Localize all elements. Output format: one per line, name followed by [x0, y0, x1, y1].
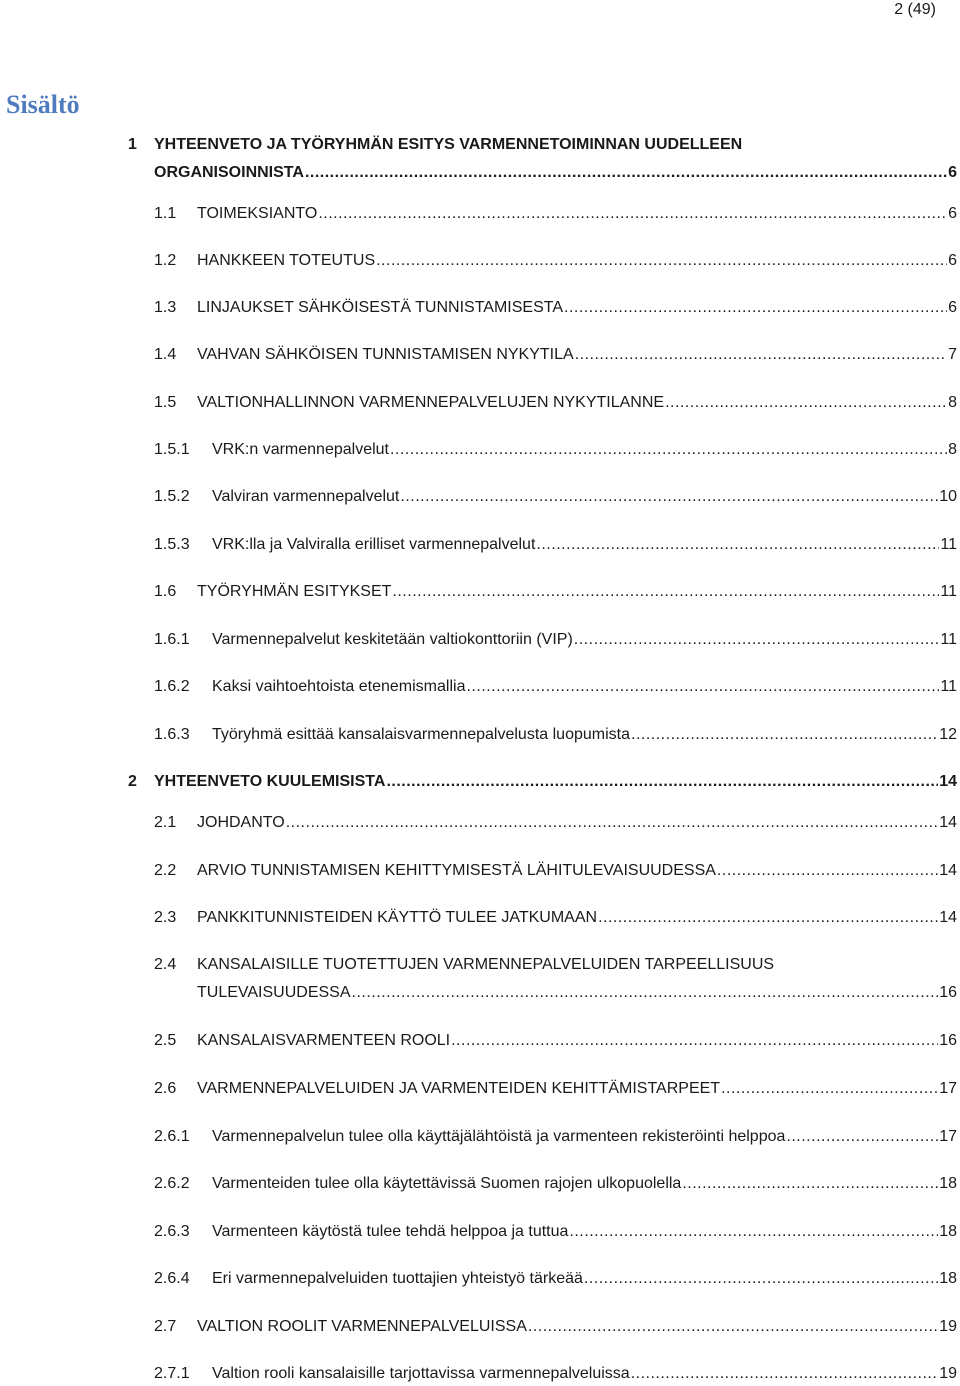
toc-entry-number: 2.6.3 [154, 1223, 190, 1240]
toc-entry[interactable] [0, 440, 957, 460]
toc-entry-label: KANSALAISVARMENTEEN ROOLI [197, 1032, 451, 1049]
toc-entry[interactable] [0, 1317, 957, 1337]
dot-leader [564, 298, 947, 318]
toc-entry[interactable] [0, 1174, 957, 1194]
dot-leader [466, 677, 939, 697]
toc-entry[interactable] [0, 677, 957, 697]
toc-entry[interactable] [0, 1127, 957, 1147]
toc-entry-label: Valviran varmennepalvelut [212, 488, 400, 505]
dot-leader [392, 582, 939, 602]
toc-entry-number: 2.6.4 [154, 1270, 190, 1287]
dot-leader [528, 1317, 938, 1337]
toc-entry-label: VALTIONHALLINNON VARMENNEPALVELUJEN NYKYTILANNE [197, 394, 665, 411]
toc-entry-label: Varmenteiden tulee olla käytettävissä Suomen rajojen ulkopuolella [212, 1175, 682, 1192]
toc-entry-page: 8 [948, 441, 957, 458]
toc-entry[interactable] [0, 955, 957, 1003]
toc-entry-label: VRK:lla ja Valviralla erilliset varmennepalvelut [212, 536, 536, 553]
toc-entry-label: TYÖRYHMÄN ESITYKSET [197, 583, 392, 600]
toc-entry-number: 1.6 [154, 583, 177, 600]
toc-entry-label: ORGANISOINNISTA [154, 164, 304, 181]
dot-leader [286, 813, 938, 833]
toc-entry[interactable] [0, 1079, 957, 1099]
toc-entry-page: 14 [939, 773, 957, 790]
toc-entry-label: HANKKEEN TOTEUTUS [197, 252, 376, 269]
dot-leader [305, 163, 947, 183]
toc-entry-label: VARMENNEPALVELUIDEN JA VARMENTEIDEN KEHITTÄMISTARPEET [197, 1080, 721, 1097]
toc-entry-label: Kaksi vaihtoehtoista etenemismallia [212, 678, 466, 695]
toc-entry-page: 19 [939, 1318, 957, 1335]
toc-entry-page: 17 [939, 1080, 957, 1097]
toc-entry-page: 12 [939, 726, 957, 743]
dot-leader [390, 440, 947, 460]
toc-entry-label: JOHDANTO [197, 814, 285, 831]
dot-leader [536, 535, 939, 555]
dot-leader [352, 983, 939, 1003]
toc-entry[interactable] [0, 1031, 957, 1051]
toc-entry[interactable] [0, 861, 957, 881]
toc-entry-number: 2.2 [154, 862, 177, 879]
toc-entry-page: 6 [948, 205, 957, 222]
dot-leader [400, 487, 938, 507]
toc-entry[interactable] [0, 345, 957, 365]
toc-entry[interactable] [0, 908, 957, 928]
dot-leader [598, 908, 938, 928]
toc-entry-label: Eri varmennepalveluiden tuottajien yhteistyö tärkeää [212, 1270, 583, 1287]
toc-entry-page: 18 [939, 1175, 957, 1192]
toc-entry-number: 2.3 [154, 909, 177, 926]
toc-entry-label-line1: YHTEENVETO JA TYÖRYHMÄN ESITYS VARMENNETOIMINNAN UUDELLEEN [154, 136, 743, 153]
toc-entry-number: 2.6.2 [154, 1175, 190, 1192]
toc-entry-number: 1.6.1 [154, 631, 190, 648]
toc-entry-label: TOIMEKSIANTO [197, 205, 318, 222]
toc-entry-number: 1.6.3 [154, 726, 190, 743]
toc-entry[interactable] [0, 535, 957, 555]
toc-entry-page: 11 [940, 536, 957, 553]
dot-leader [786, 1127, 938, 1147]
toc-entry-page: 14 [939, 814, 957, 831]
dot-leader [574, 630, 940, 650]
toc-entry-label: ARVIO TUNNISTAMISEN KEHITTYMISESTÄ LÄHITULEVAISUUDESSA [197, 862, 716, 879]
dot-leader [575, 345, 947, 365]
toc-entry[interactable] [0, 487, 957, 507]
toc-entry-page: 14 [939, 862, 957, 879]
dot-leader [584, 1269, 938, 1289]
toc-entry-page: 18 [939, 1270, 957, 1287]
toc-entry[interactable] [0, 772, 957, 792]
toc-entry-number: 2.6.1 [154, 1128, 190, 1145]
dot-leader [717, 861, 938, 881]
toc-entry-page: 11 [940, 583, 957, 600]
toc-entry-number: 2.5 [154, 1032, 177, 1049]
toc-entry-label: Valtion rooli kansalaisille tarjottavissa varmennepalveluissa [212, 1365, 630, 1382]
toc-entry-page: 7 [948, 346, 957, 363]
toc-entry[interactable] [0, 725, 957, 745]
toc-entry-number: 1 [128, 136, 137, 153]
toc-entry-page: 10 [939, 488, 957, 505]
toc-entry[interactable] [0, 204, 957, 224]
toc-entry-label: Varmennepalvelun tulee olla käyttäjälähtöistä ja varmenteen rekisteröinti helppoa [212, 1128, 786, 1145]
toc-entry[interactable] [0, 1364, 957, 1384]
toc-entry-page: 19 [939, 1365, 957, 1382]
toc-entry-number: 2.6 [154, 1080, 177, 1097]
toc-entry-page: 6 [948, 252, 957, 269]
toc-entry-number: 1.5.3 [154, 536, 190, 553]
toc-entry-number: 1.4 [154, 346, 177, 363]
toc-entry-label: Varmenteen käytöstä tulee tehdä helppoa ja tuttua [212, 1223, 569, 1240]
toc-entry-page: 6 [948, 164, 957, 181]
toc-entry-label: VAHVAN SÄHKÖISEN TUNNISTAMISEN NYKYTILA [197, 346, 574, 363]
toc-entry-number: 1.1 [154, 205, 177, 222]
toc-entry[interactable] [0, 135, 957, 183]
toc-entry-number: 1.2 [154, 252, 177, 269]
dot-leader [721, 1079, 938, 1099]
toc-entry-page: 16 [939, 1032, 957, 1049]
toc-entry[interactable] [0, 582, 957, 602]
dot-leader [376, 251, 947, 271]
toc-entry-label: TULEVAISUUDESSA [197, 984, 351, 1001]
toc-entry[interactable] [0, 1222, 957, 1242]
toc-entry-page: 18 [939, 1223, 957, 1240]
toc-entry-page: 11 [940, 678, 957, 695]
dot-leader [665, 393, 947, 413]
toc-entry[interactable] [0, 251, 957, 271]
toc-entry-number: 1.6.2 [154, 678, 190, 695]
toc-entry-label: VALTION ROOLIT VARMENNEPALVELUISSA [197, 1318, 527, 1335]
toc-entry-page: 11 [940, 631, 957, 648]
toc-entry[interactable] [0, 813, 957, 833]
toc-entry-label-line1: KANSALAISILLE TUOTETTUJEN VARMENNEPALVELUIDEN TARPEELLISUUS [197, 956, 775, 973]
toc-entry-label: VRK:n varmennepalvelut [212, 441, 389, 458]
toc-entry-number: 1.5.1 [154, 441, 190, 458]
toc-entry-number: 1.5.2 [154, 488, 190, 505]
dot-leader [386, 772, 938, 792]
dot-leader [631, 1364, 939, 1384]
toc-entry-number: 2.7 [154, 1318, 177, 1335]
dot-leader [451, 1031, 938, 1051]
toc-entry-page: 14 [939, 909, 957, 926]
toc-entry-label: PANKKITUNNISTEIDEN KÄYTTÖ TULEE JATKUMAAN [197, 909, 598, 926]
toc-entry-number: 2.4 [154, 956, 177, 973]
toc-entry-page: 16 [939, 984, 957, 1001]
toc-entry-number: 1.5 [154, 394, 177, 411]
page-number: 2 (49) [894, 1, 936, 18]
dot-leader [569, 1222, 938, 1242]
toc-entry-label: Työryhmä esittää kansalaisvarmennepalvelusta luopumista [212, 726, 630, 743]
toc-entry-label: YHTEENVETO KUULEMISISTA [154, 773, 386, 790]
toc-entry[interactable] [0, 630, 957, 650]
toc-entry[interactable] [0, 298, 957, 318]
toc-entry-page: 17 [939, 1128, 957, 1145]
toc-entry-page: 8 [948, 394, 957, 411]
toc-entry-number: 2.1 [154, 814, 177, 831]
toc-entry-label: Varmennepalvelut keskitetään valtiokonttoriin (VIP) [212, 631, 573, 648]
dot-leader [318, 204, 947, 224]
toc-entry[interactable] [0, 1269, 957, 1289]
toc-title: Sisältö [6, 90, 80, 119]
toc-entry-number: 1.3 [154, 299, 177, 316]
toc-entry-label: LINJAUKSET SÄHKÖISESTÄ TUNNISTAMISESTA [197, 299, 564, 316]
toc-entry[interactable] [0, 393, 957, 413]
toc-entry-page: 6 [948, 299, 957, 316]
dot-leader [682, 1174, 938, 1194]
dot-leader [631, 725, 938, 745]
toc-entry-number: 2.7.1 [154, 1365, 190, 1382]
toc-entry-number: 2 [128, 773, 137, 790]
